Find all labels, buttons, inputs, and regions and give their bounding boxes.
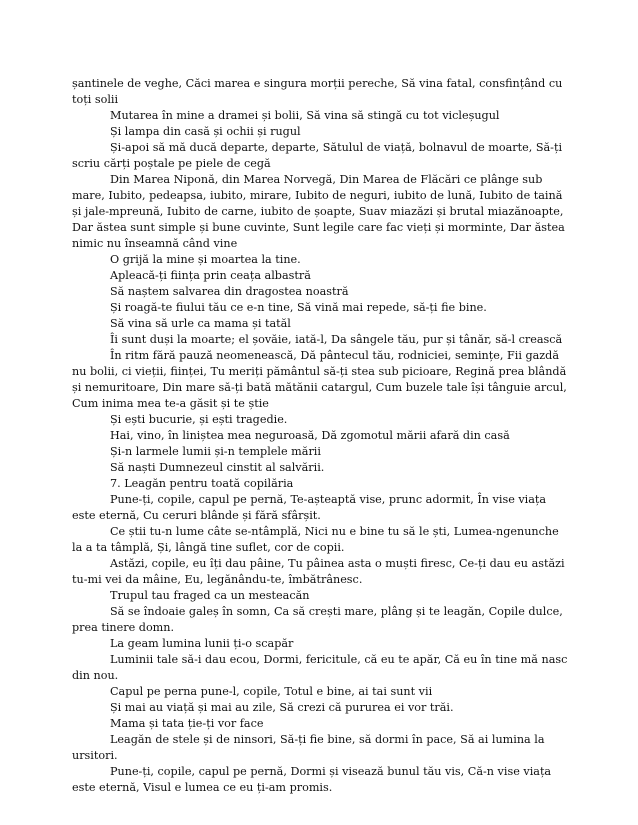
document-page — [72, 76, 568, 796]
paragraph: Și mai au viață și mai au zile, Să crezi că pururea ei vor trăi. — [110, 701, 454, 714]
paragraph: Și-apoi să mă ducă departe, departe, Sătulul de viață, bolnavul de moarte, Să-ți scriu cărți poștale pe piele de cegă — [72, 141, 563, 170]
paragraph: În ritm fără pauză neomenească, Dă pântecul tău, rodniciei, semințe, Fii gazdă nu bolii, ci vieții, ființei, Tu meriți pământul să-ți stea sub picioare, Regină prea blândă și nemuritoare, Din mare să-ți bată mătănii catargul, Cum buzele tale își tânguie arcul, Cum inima mea te-a găsit și te știe — [72, 349, 567, 410]
paragraph: Să naști Dumnezeul cinstit al salvării. — [110, 461, 325, 474]
paragraph: Și-n larmele lumii și-n templele mării — [110, 445, 321, 458]
paragraph: Astăzi, copile, eu îți dau pâine, Tu pâinea asta o muști firesc, Ce-ți dau eu astăzi tu-mi vei da mâine, Eu, legănându-te, îmbătrânesc. — [72, 557, 565, 586]
paragraph: Ce știi tu-n lume câte se-ntâmplă, Nici nu e bine tu să le ști, Lumea-ngenunche la a ta tâmplă, Și, lângă tine suflet, cor de copii. — [72, 525, 559, 554]
paragraph: La geam lumina lunii ți-o scapăr — [110, 637, 294, 650]
paragraph: Pune-ți, copile, capul pe pernă, Dormi și visează bunul tău vis, Că-n vise viața este eternă, Visul e lumea ce eu ți-am promis. — [72, 765, 552, 794]
paragraph: Să naștem salvarea din dragostea noastră — [110, 285, 349, 298]
paragraph: Să vina să urle ca mama și tatăl — [110, 317, 291, 330]
paragraph: Luminii tale să-i dau ecou, Dormi, fericitule, că eu te apăr, Că eu în tine mă nasc din nou. — [72, 653, 568, 682]
paragraph: Mutarea în mine a dramei și bolii, Să vina să stingă cu tot vicleșugul — [110, 109, 500, 122]
paragraph: Apleacă-ți ființa prin ceața albastră — [110, 269, 311, 282]
paragraph: Hai, vino, în liniștea mea neguroasă, Dă zgomotul mării afară din casă — [110, 429, 510, 442]
paragraph: Mama și tata ție-ți vor face — [110, 717, 264, 730]
paragraph: Să se îndoaie galeș în somn, Ca să crești mare, plâng și te leagăn, Copile dulce, prea tinere domn. — [72, 605, 563, 634]
paragraph: Leagăn de stele și de ninsori, Să-ți fie bine, să dormi în pace, Să ai lumina la ursitori. — [72, 733, 545, 762]
paragraph: Din Marea Niponă, din Marea Norvegă, Din Marea de Flăcări ce plânge sub mare, Iubito, pedeapsa, iubito, mirare, Iubito de neguri, iubito de lună, Iubito de taină și jale-mpreună, Iubito de carne, iubito de șoapte, Suav miazăzi și brutal miazănoapte, Dar ăstea sunt simple și bune cuvinte, Sunt legile care fac vieți și morminte, Dar ăstea nimic nu înseamnă când vine — [72, 173, 565, 250]
paragraph: O grijă la mine și moartea la tine. — [110, 253, 301, 266]
paragraph: Pune-ți, copile, capul pe pernă, Te-așteaptă vise, prunc adormit, În vise viața este eternă, Cu ceruri blânde și fără sfârșit. — [72, 493, 547, 522]
paragraph: Și roagă-te fiului tău ce e-n tine, Să vină mai repede, să-ți fie bine. — [110, 301, 487, 314]
paragraph: Îi sunt duși la moarte; el șovăie, iată-l, Da sângele tău, pur și tânăr, să-l crească — [110, 333, 563, 346]
paragraph-continuation: șantinele de veghe, Căci marea e singura morții pereche, Să vina fatal, consfințând cu toți solii — [72, 77, 563, 106]
paragraph: Și ești bucurie, și ești tragedie. — [110, 413, 288, 426]
paragraph: Trupul tau fraged ca un mesteacăn — [110, 589, 310, 602]
section-heading: 7. Leagăn pentru toată copilăria — [110, 477, 294, 490]
paragraph: Capul pe perna pune-l, copile, Totul e bine, ai tai sunt vii — [110, 685, 433, 698]
paragraph: Și lampa din casă și ochii și rugul — [110, 125, 301, 138]
